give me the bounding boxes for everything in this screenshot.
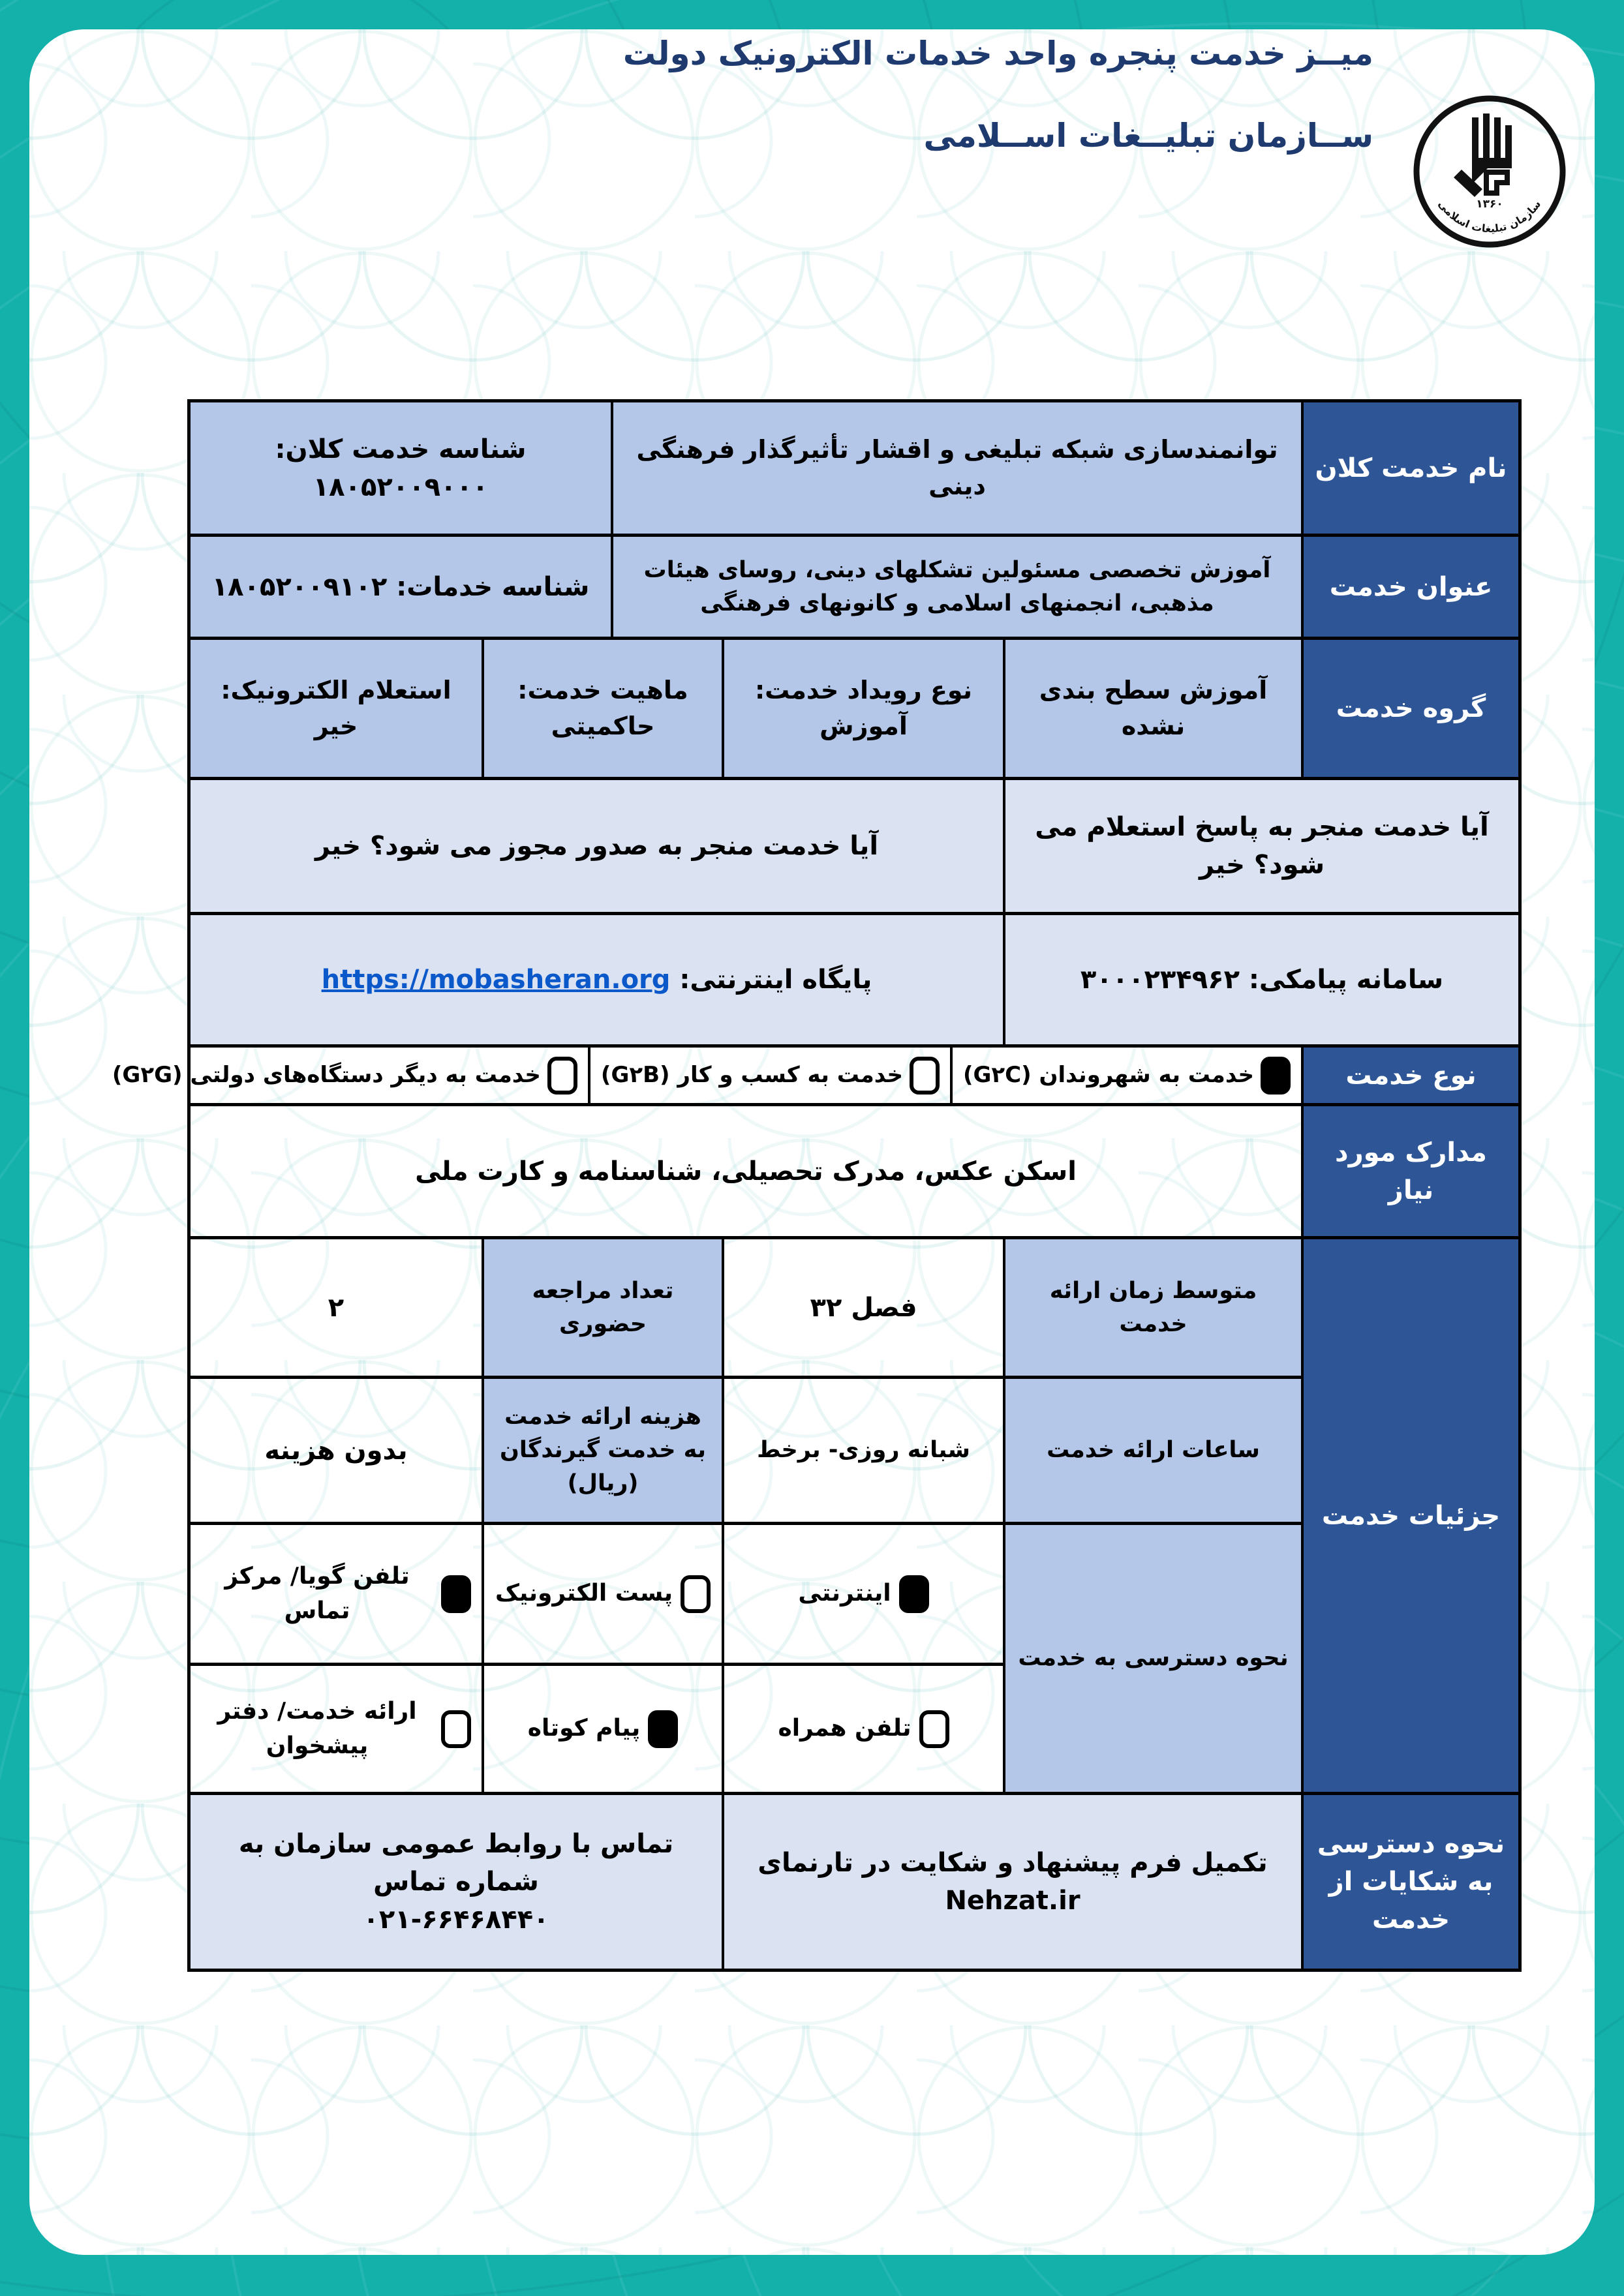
access-internet bbox=[722, 1525, 1003, 1663]
g2g-checkbox[interactable] bbox=[547, 1057, 577, 1095]
macro-service-name: توانمندسازی شبکه تبلیغی و اقشار تأثیرگذار فرهنگی دینی bbox=[611, 402, 1301, 534]
details-avg-time-row bbox=[191, 1239, 1301, 1379]
ivr-label: تلفن گویا/ مرکز تماس bbox=[224, 1563, 410, 1624]
row-service-title bbox=[191, 537, 1518, 640]
macro-service-code: شناسه خدمت کلان: ۱۸۰۵۲۰۰۹۰۰۰ bbox=[191, 402, 611, 534]
access-counter bbox=[191, 1666, 482, 1792]
service-type-g2b bbox=[588, 1048, 950, 1103]
g2c-label: خدمت به شهروندان (G۲C) bbox=[962, 1061, 1254, 1088]
service-type-g2g bbox=[102, 1048, 588, 1103]
electronic-inquiry-label: استعلام الکترونیک: bbox=[221, 675, 452, 704]
internet-checkbox[interactable] bbox=[899, 1575, 929, 1613]
ivr-checkbox[interactable] bbox=[441, 1575, 471, 1613]
g2c-checkbox[interactable] bbox=[1261, 1057, 1291, 1095]
hours-label: ساعات ارائه خدمت bbox=[1003, 1379, 1301, 1522]
page-title bbox=[623, 34, 1373, 155]
license-question: آیا خدمت منجر به صدور مجوز می شود؟ خیر bbox=[191, 780, 1003, 912]
service-nature-value: حاکمیتی bbox=[551, 712, 655, 740]
macro-service-header: نام خدمت کلان bbox=[1301, 402, 1518, 534]
mobile-checkbox[interactable] bbox=[919, 1710, 949, 1748]
service-type-g2c bbox=[950, 1048, 1301, 1103]
complaints-phone bbox=[191, 1795, 722, 1969]
sms-system: سامانه پیامکی: ۳۰۰۰۲۳۴۹۶۲ bbox=[1003, 915, 1518, 1044]
g2b-checkbox[interactable] bbox=[910, 1057, 940, 1095]
complaints-header: نحوه دسترسی به شکایات از خدمت bbox=[1301, 1795, 1518, 1969]
avg-time-value: ۳۲ فصل bbox=[722, 1239, 1003, 1376]
service-group-header: گروه خدمت bbox=[1301, 640, 1518, 777]
internet-label: اینترنتی bbox=[798, 1580, 891, 1607]
access-options-row2 bbox=[191, 1666, 1003, 1792]
hours-value: شبانه روزی- برخط bbox=[722, 1379, 1003, 1522]
complaints-phone-number: ۰۲۱-۶۶۴۶۸۴۴۰ bbox=[363, 1905, 549, 1935]
documents-value: اسکن عکس، مدرک تحصیلی، شناسنامه و کارت ملی bbox=[415, 1156, 1077, 1186]
service-title-code: شناسه خدمات: ۱۸۰۵۲۰۰۹۱۰۲ bbox=[191, 537, 611, 637]
g2g-label: خدمت به دیگر دستگاه‌های دولتی (G۲G) bbox=[112, 1061, 541, 1088]
access-options-row1 bbox=[191, 1525, 1003, 1666]
row-service-details bbox=[191, 1239, 1518, 1795]
row-service-type bbox=[112, 1048, 1518, 1106]
row-macro-service bbox=[191, 402, 1518, 537]
cost-value: بدون هزینه bbox=[264, 1435, 408, 1466]
cost-label: هزینه ارائه خدمت به خدمت گیرندگان (ریال) bbox=[482, 1379, 722, 1522]
complaints-online: تکمیل فرم پیشنهاد و شکایت در تارنمای Nehzat.ir bbox=[722, 1795, 1301, 1969]
email-checkbox[interactable] bbox=[681, 1575, 711, 1613]
page-title-line1: میــز خدمت پنجره واحد خدمات الکترونیک دولت bbox=[622, 35, 1373, 72]
sms-label: پیام کوتاه bbox=[527, 1715, 641, 1742]
service-group-value: آموزش سطح بندی نشده bbox=[1003, 640, 1301, 777]
counter-checkbox[interactable] bbox=[441, 1710, 471, 1748]
documents-header: مدارک مورد نیاز bbox=[1301, 1106, 1518, 1236]
row-questions bbox=[191, 780, 1518, 915]
electronic-inquiry-value: خیر bbox=[314, 712, 358, 740]
mobile-label: تلفن همراه bbox=[778, 1715, 912, 1742]
access-label: نحوه دسترسی به خدمت bbox=[1003, 1525, 1301, 1792]
logo-year: ۱۳۶۰ bbox=[1476, 198, 1503, 211]
website-label: پایگاه اینترنتی: bbox=[679, 965, 872, 995]
row-complaints bbox=[191, 1795, 1518, 1969]
access-sms bbox=[482, 1666, 722, 1792]
sms-checkbox[interactable] bbox=[648, 1710, 678, 1748]
access-ivr bbox=[191, 1525, 482, 1663]
access-email bbox=[482, 1525, 722, 1663]
counter-label: ارائه خدمت/ دفتر پیشخوان bbox=[217, 1698, 417, 1759]
inquiry-question: آیا خدمت منجر به پاسخ استعلام می شود؟ خیر bbox=[1003, 780, 1518, 912]
service-details-header: جزئیات خدمت bbox=[1301, 1239, 1518, 1792]
service-nature-label: ماهیت خدمت: bbox=[517, 675, 688, 704]
visits-label: تعداد مراجعه حضوری bbox=[482, 1239, 722, 1376]
service-event-type bbox=[722, 640, 1003, 777]
organization-logo-icon bbox=[1409, 91, 1570, 252]
electronic-inquiry bbox=[191, 640, 482, 777]
service-type-header: نوع خدمت bbox=[1301, 1048, 1518, 1103]
avg-time-label: متوسط زمان ارائه خدمت bbox=[1003, 1239, 1301, 1376]
row-documents bbox=[191, 1106, 1518, 1239]
details-hours-row bbox=[191, 1379, 1301, 1525]
service-event-label: نوع رویداد خدمت: bbox=[754, 675, 973, 704]
service-nature bbox=[482, 640, 722, 777]
service-event-value: آموزش bbox=[820, 712, 908, 740]
row-contact bbox=[191, 915, 1518, 1048]
g2b-label: خدمت به کسب و کار (G۲B) bbox=[600, 1061, 903, 1088]
complaints-phone-line1: تماس با روابط عمومی سازمان به شماره تماس bbox=[238, 1829, 674, 1897]
service-title-header: عنوان خدمت bbox=[1301, 537, 1518, 637]
page-title-line2: ســازمان تبلیــغات اســلامی bbox=[923, 117, 1373, 155]
website-link[interactable]: https://mobasheran.org bbox=[321, 965, 671, 995]
email-label: پست الکترونیک bbox=[495, 1580, 673, 1607]
visits-value: ۲ bbox=[328, 1292, 345, 1323]
website-cell bbox=[191, 915, 1003, 1044]
logo-calligraphy-icon bbox=[1454, 113, 1512, 197]
logo-org-name: سازمان تبلیغات اسلامی bbox=[1435, 198, 1544, 235]
access-options bbox=[191, 1525, 1003, 1792]
row-service-group bbox=[191, 640, 1518, 780]
access-mobile bbox=[722, 1666, 1003, 1792]
service-details-body bbox=[191, 1239, 1301, 1792]
service-title-name: آموزش تخصصی مسئولین تشکلهای دینی، روسای هیئات مذهبی، انجمنهای اسلامی و کانونهای فرهنگی bbox=[611, 537, 1301, 637]
service-table bbox=[112, 399, 1522, 1972]
details-access-row bbox=[191, 1525, 1301, 1792]
